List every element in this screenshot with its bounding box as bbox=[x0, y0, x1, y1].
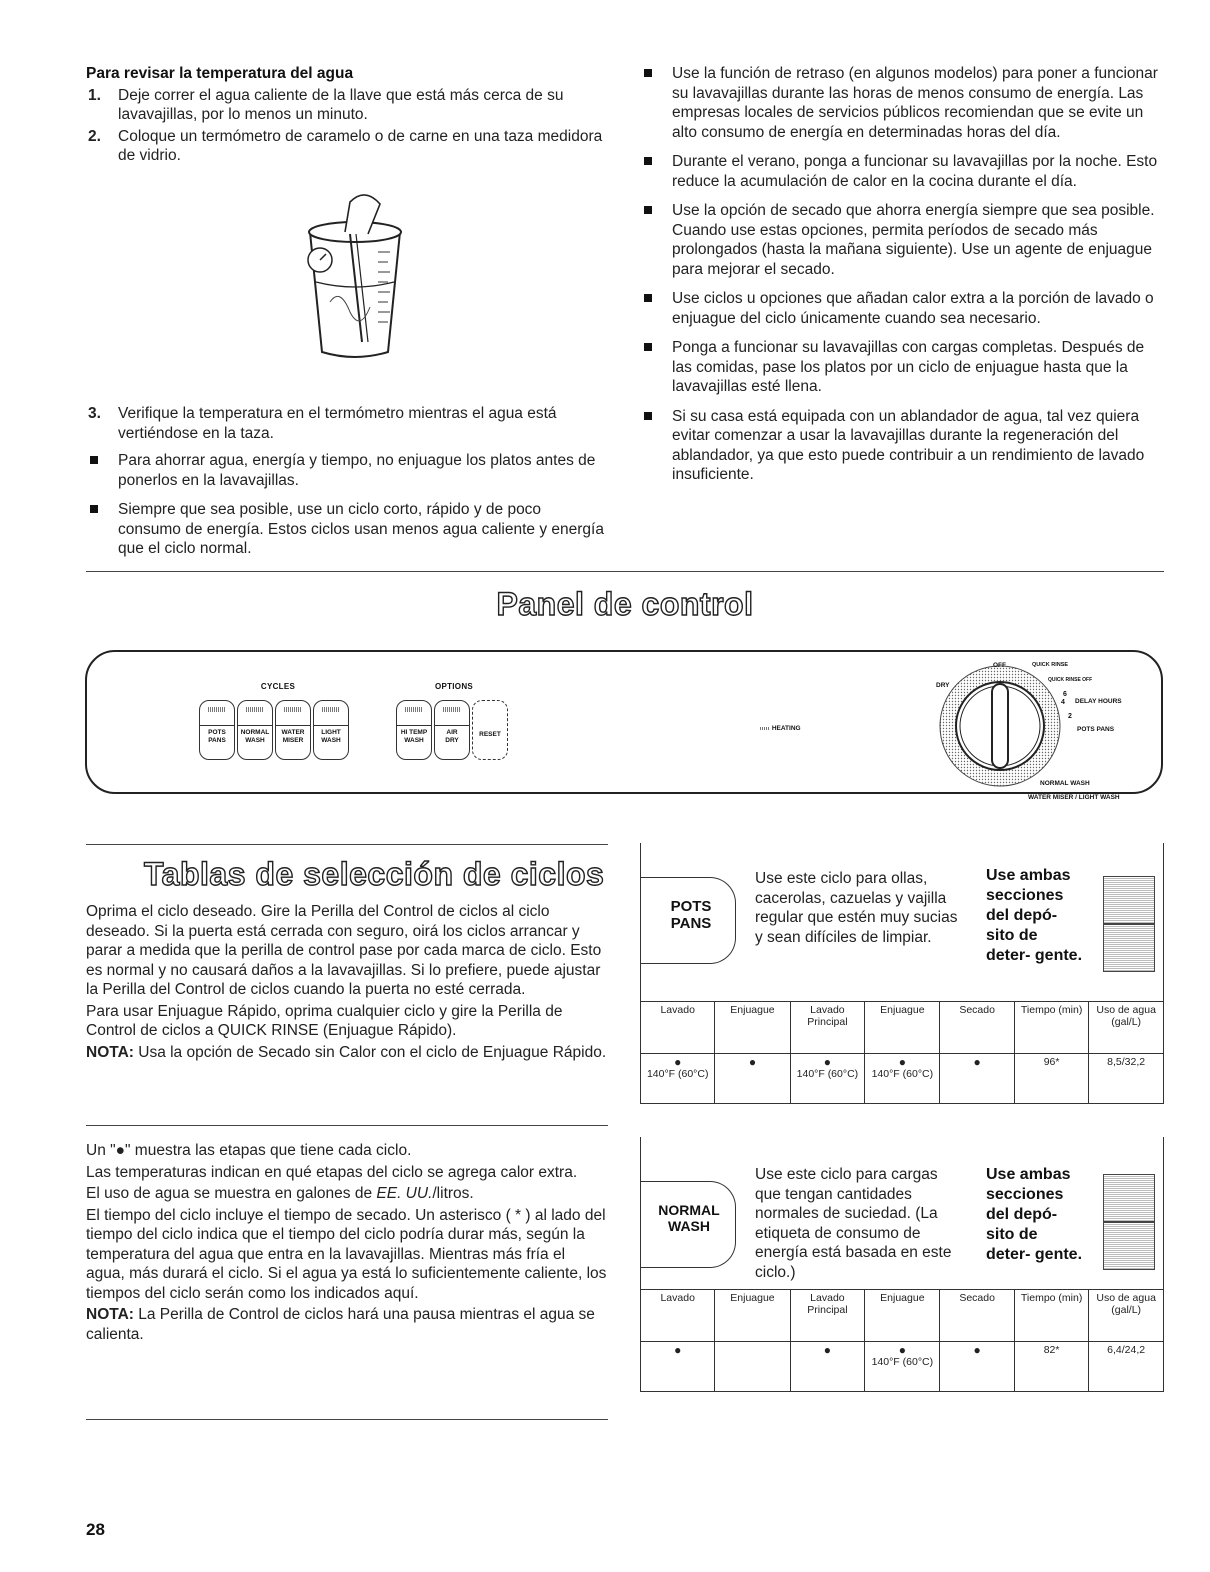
table-row bbox=[641, 1342, 1164, 1392]
cycle-name-line2: PANS bbox=[670, 915, 712, 932]
dial-delay-hours-label: DELAY HOURS bbox=[1075, 698, 1122, 705]
indicator-light bbox=[405, 707, 423, 712]
dial-quick-rinse-label: QUICK RINSE bbox=[1032, 662, 1069, 668]
cycle-name-line2: WASH bbox=[668, 1218, 710, 1234]
note-text: La Perilla de Control de ciclos hará una pausa mientras el agua se calienta. bbox=[86, 1306, 595, 1343]
stage-temp: 140°F (60°C) bbox=[796, 1068, 859, 1080]
step-text: Verifique la temperatura en el termómetro mientras el agua está vertiéndose en la taza. bbox=[118, 405, 557, 442]
cycle-selection-title: Tablas de selección de ciclos bbox=[144, 856, 605, 892]
detergent-cup-icon bbox=[1103, 876, 1155, 924]
note-text: Usa la opción de Secado sin Calor con el ciclo de Enjuague Rápido. bbox=[133, 1043, 607, 1061]
cycle-selection-intro bbox=[86, 902, 608, 1062]
dial-normal-wash-label: NORMAL WASH bbox=[1040, 780, 1090, 787]
dial-water-miser-light-wash-label: WATER MISER / LIGHT WASH bbox=[1028, 794, 1120, 801]
energy-tips-section bbox=[640, 64, 1162, 495]
heating-indicator bbox=[760, 725, 801, 732]
step-item bbox=[86, 127, 606, 166]
table-header: Lavado bbox=[641, 1290, 715, 1342]
legend-time: El tiempo del ciclo incluye el tiempo de secado. Un asterisco ( * ) al lado del tiempo del ciclo indica que el tiempo del ciclo podría durar más, según la temperatura del agua que entra en la lavavajillas. Mientras más fría el agua, más durará el ciclo. Si el agua ya está lo suficientemente caliente, los tiempos del ciclo serán como los indicados aquí. bbox=[86, 1206, 607, 1302]
pots-pans-cycle-table bbox=[640, 1001, 1164, 1104]
thermometer-cup-illustration bbox=[290, 192, 420, 367]
table-cell bbox=[940, 1342, 1014, 1392]
table-cell bbox=[1014, 1054, 1088, 1104]
tip-text: Use la opción de secado que ahorra energía siempre que sea posible. Cuando use estas opciones, permita períodos de secado más prolongados (hasta la mañana siguiente). Use un agente de enjuague para mejorar el secado. bbox=[672, 202, 1155, 278]
tip-item bbox=[640, 64, 1162, 142]
table-header: Tiempo (min) bbox=[1014, 1002, 1088, 1054]
table-header: Lavado Principal bbox=[790, 1002, 865, 1054]
note-label: NOTA: bbox=[86, 1043, 134, 1061]
button-label-line1: AIR bbox=[446, 729, 458, 736]
indicator-light bbox=[246, 707, 264, 712]
button-label-line1: NORMAL bbox=[240, 729, 270, 736]
cycle-name-line1: POTS bbox=[670, 898, 712, 915]
normal-wash-button[interactable] bbox=[237, 700, 273, 760]
card-right-border bbox=[1163, 1137, 1164, 1291]
pots-pans-detergent-note: Use ambas secciones del depó- sito de deter- gente. bbox=[986, 867, 1083, 964]
cycle-time: 82* bbox=[1043, 1344, 1060, 1356]
table-header: Uso de agua (gal/L) bbox=[1089, 1290, 1164, 1342]
button-label-line1: WATER bbox=[281, 729, 305, 736]
stage-dot: ● bbox=[898, 1343, 906, 1357]
tip-text: Use ciclos u opciones que añadan calor extra a la porción de lavado o enjuague del ciclo únicamente cuando sea necesario. bbox=[672, 290, 1154, 327]
table-cell bbox=[641, 1054, 715, 1104]
tip-item bbox=[640, 407, 1162, 485]
water-temp-heading: Para revisar la temperatura del agua bbox=[86, 65, 354, 82]
dial-6-label: 6 bbox=[1063, 691, 1067, 698]
table-row bbox=[641, 1054, 1164, 1104]
bullet-icon bbox=[644, 294, 652, 302]
button-label-line2: DRY bbox=[445, 737, 459, 744]
button-label-line2: PANS bbox=[208, 737, 226, 744]
dial-pots-pans-label: POTS PANS bbox=[1077, 726, 1115, 733]
button-label-line2: WASH bbox=[321, 737, 341, 744]
tip-item bbox=[640, 152, 1162, 191]
stage-temp: 140°F (60°C) bbox=[871, 1356, 934, 1368]
note-label: NOTA: bbox=[86, 1306, 134, 1323]
normal-wash-description: Use este ciclo para cargas que tengan cantidades normales de suciedad. (La etiqueta de consumo de energía está basada en este ciclo.) bbox=[755, 1166, 952, 1281]
step-text: Deje correr el agua caliente de la llave que está más cerca de su lavavajillas, por lo menos un minuto. bbox=[118, 86, 564, 123]
control-panel-title: Panel de control bbox=[496, 586, 754, 622]
cycle-name-line1: NORMAL bbox=[658, 1202, 720, 1218]
table-cell bbox=[790, 1342, 865, 1392]
tip-item bbox=[640, 201, 1162, 279]
section-divider bbox=[86, 571, 1164, 572]
legend-water-liters: /litros. bbox=[432, 1185, 474, 1202]
detergent-cup-icon bbox=[1103, 1222, 1155, 1270]
step-number: 1. bbox=[88, 86, 101, 104]
stage-dot: ● bbox=[674, 1343, 682, 1357]
button-label-line1: HI TEMP bbox=[400, 729, 428, 736]
table-legend bbox=[86, 1141, 608, 1344]
tip-item bbox=[640, 338, 1162, 397]
table-header: Secado bbox=[940, 1002, 1014, 1054]
button-label-line2: MISER bbox=[282, 737, 304, 744]
step-number: 2. bbox=[88, 127, 101, 145]
card-right-border bbox=[1163, 843, 1164, 1003]
step-item bbox=[86, 404, 606, 443]
tip-text: Use la función de retraso (en algunos modelos) para poner a funcionar su lavavajillas durante las horas de menos consumo de energía. Las empresas locales de servicios públicos recomiendan que se evite un alto consumo de energía en determinadas horas del día. bbox=[672, 65, 1158, 141]
step-text: Coloque un termómetro de caramelo o de carne en una taza medidora de vidrio. bbox=[118, 127, 603, 164]
table-header: Tiempo (min) bbox=[1014, 1290, 1088, 1342]
pots-pans-cycle-name bbox=[661, 898, 721, 932]
bullet-icon bbox=[644, 206, 652, 214]
options-label: OPTIONS bbox=[434, 682, 474, 691]
table-header: Enjuague bbox=[715, 1002, 790, 1054]
step-number: 3. bbox=[88, 405, 101, 422]
indicator-light bbox=[443, 707, 461, 712]
heating-label: HEATING bbox=[771, 725, 801, 732]
tip-item bbox=[640, 289, 1162, 328]
button-label-line1: LIGHT bbox=[321, 729, 341, 736]
dial-quick-rinse-off-label: QUICK RINSE OFF bbox=[1048, 677, 1093, 683]
detergent-cup-icon bbox=[1103, 1174, 1155, 1222]
stage-dot: ● bbox=[748, 1055, 757, 1069]
table-header: Uso de agua (gal/L) bbox=[1089, 1002, 1164, 1054]
dial-2-label: 2 bbox=[1068, 713, 1072, 720]
water-temp-continued bbox=[86, 404, 606, 569]
reset-button[interactable] bbox=[472, 700, 508, 760]
step-item bbox=[86, 86, 606, 125]
bullet-icon bbox=[644, 412, 652, 420]
stage-dot: ● bbox=[823, 1055, 832, 1069]
table-cell bbox=[715, 1342, 790, 1392]
pots-pans-button[interactable] bbox=[199, 700, 235, 760]
light-wash-button[interactable] bbox=[313, 700, 349, 760]
table-header: Secado bbox=[940, 1290, 1014, 1342]
pots-pans-description: Use este ciclo para ollas, cacerolas, cazuelas y vajilla regular que estén muy sucias y sean difíciles de limpiar. bbox=[755, 870, 958, 946]
bullet-icon bbox=[644, 157, 652, 165]
table-header: Lavado Principal bbox=[790, 1290, 865, 1342]
heating-light bbox=[760, 727, 770, 730]
tip-text: Siempre que sea posible, use un ciclo corto, rápido y de poco consumo de energía. Estos ciclos usan menos agua caliente y energía que el ciclo normal. bbox=[118, 501, 604, 557]
section-divider bbox=[86, 1125, 608, 1126]
page-number: 28 bbox=[86, 1520, 105, 1539]
table-cell bbox=[715, 1054, 790, 1104]
tip-text: Para ahorrar agua, energía y tiempo, no enjuague los platos antes de ponerlos en la lavavajillas. bbox=[118, 452, 596, 489]
normal-wash-detergent-note: Use ambas secciones del depó- sito de deter- gente. bbox=[986, 1166, 1083, 1263]
stage-dot: ● bbox=[973, 1343, 981, 1357]
table-cell bbox=[865, 1054, 940, 1104]
table-cell bbox=[641, 1342, 715, 1392]
water-usage: 8,5/32,2 bbox=[1107, 1056, 1146, 1068]
section-divider bbox=[86, 1419, 608, 1420]
dial-dry-label: DRY bbox=[936, 682, 950, 689]
bullet-icon bbox=[90, 456, 98, 464]
water-temp-section bbox=[86, 64, 606, 168]
table-header: Enjuague bbox=[865, 1002, 940, 1054]
quick-rinse-paragraph: Para usar Enjuague Rápido, oprima cualquier ciclo y gire la Perilla de Control de ciclos a QUICK RINSE (Enjuague Rápido). bbox=[86, 1002, 563, 1039]
water-miser-button[interactable] bbox=[275, 700, 311, 760]
water-usage: 6,4/24,2 bbox=[1107, 1344, 1146, 1356]
stage-dot: ● bbox=[823, 1343, 832, 1357]
hi-temp-wash-button[interactable] bbox=[396, 700, 432, 760]
tip-text: Ponga a funcionar su lavavajillas con cargas completas. Después de las comidas, pase los platos por un ciclo de enjuague hasta que la lavavajillas esté llena. bbox=[672, 339, 1145, 395]
section-divider bbox=[86, 844, 608, 845]
table-cell bbox=[1089, 1342, 1164, 1392]
table-header-row bbox=[641, 1290, 1164, 1342]
intro-paragraph: Oprima el ciclo deseado. Gire la Perilla del Control de ciclos al ciclo deseado. Si la puerta está cerrada con seguro, oirá los ciclos arrancar y parar a medida que la perilla de control pase por cada marca de ciclo. Esto es normal y no causará daños a la lavavajillas. Si lo prefiere, puede ajustar la Perilla del Control de ciclos cuando la puerta no esté cerrada. bbox=[86, 903, 602, 998]
air-dry-button[interactable] bbox=[434, 700, 470, 760]
button-label-line1: RESET bbox=[479, 731, 501, 738]
table-cell bbox=[790, 1054, 865, 1104]
table-header: Enjuague bbox=[865, 1290, 940, 1342]
cycle-time: 96* bbox=[1043, 1056, 1060, 1068]
bullet-icon bbox=[90, 505, 98, 513]
indicator-light bbox=[208, 707, 226, 712]
stage-temp: 140°F (60°C) bbox=[871, 1068, 934, 1080]
table-cell bbox=[940, 1054, 1014, 1104]
stage-temp: 140°F (60°C) bbox=[646, 1068, 709, 1080]
table-cell bbox=[1089, 1054, 1164, 1104]
legend-temperature: Las temperaturas indican en qué etapas del ciclo se agrega calor extra. bbox=[86, 1163, 578, 1181]
table-header: Lavado bbox=[641, 1002, 715, 1054]
button-label-line1: POTS bbox=[208, 729, 226, 736]
button-label-line2: WASH bbox=[245, 737, 265, 744]
note-paragraph bbox=[86, 1043, 608, 1063]
bullet-icon bbox=[644, 343, 652, 351]
dial-4-label: 4 bbox=[1061, 699, 1065, 706]
normal-wash-cycle-table bbox=[640, 1289, 1164, 1392]
legend-water-unit: EE. UU. bbox=[376, 1185, 433, 1202]
table-cell bbox=[1014, 1342, 1088, 1392]
stage-dot: ● bbox=[898, 1055, 906, 1069]
button-label-line2: WASH bbox=[404, 737, 424, 744]
cycle-control-dial[interactable] bbox=[936, 662, 1069, 788]
detergent-cup-icon bbox=[1103, 924, 1155, 972]
indicator-light bbox=[322, 707, 340, 712]
note-paragraph bbox=[86, 1305, 608, 1344]
tip-item bbox=[86, 451, 606, 490]
legend-water-usage bbox=[86, 1184, 608, 1204]
legend-dot: Un "●" muestra las etapas que tiene cada ciclo. bbox=[86, 1142, 412, 1159]
tip-item bbox=[86, 500, 606, 559]
stage-dot: ● bbox=[674, 1055, 682, 1069]
dial-off-label: OFF bbox=[993, 662, 1006, 669]
indicator-light bbox=[284, 707, 302, 712]
table-cell bbox=[865, 1342, 940, 1392]
normal-wash-cycle-name bbox=[647, 1202, 731, 1234]
legend-water-text: El uso de agua se muestra en galones de bbox=[86, 1185, 377, 1202]
tip-text: Durante el verano, ponga a funcionar su lavavajillas por la noche. Esto reduce la acumulación de calor en la cocina durante el día. bbox=[672, 153, 1158, 190]
table-header-row bbox=[641, 1002, 1164, 1054]
bullet-icon bbox=[644, 69, 652, 77]
tip-text: Si su casa está equipada con un ablandador de agua, tal vez quiera evitar comenzar a usar la lavavajillas durante la regeneración del ablandador, ya que esto puede contribuir a un rendimiento de lavado insuficiente. bbox=[672, 407, 1145, 483]
stage-dot: ● bbox=[973, 1055, 981, 1069]
table-header: Enjuague bbox=[715, 1290, 790, 1342]
cycles-label: CYCLES bbox=[260, 682, 296, 691]
